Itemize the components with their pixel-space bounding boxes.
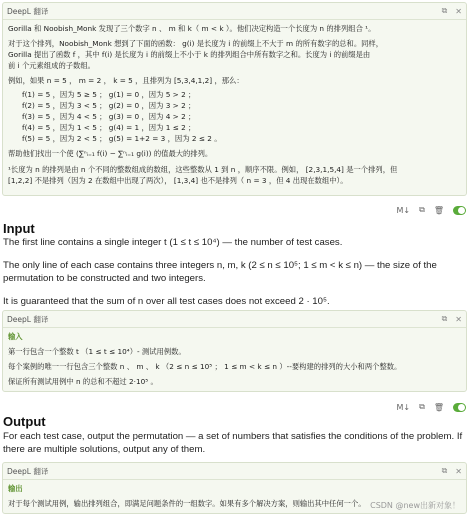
para-line: 前 i 个元素组成的子数组。 xyxy=(8,61,95,70)
deepl-brand: DeepL 翻译 xyxy=(7,466,49,476)
input-p2b: permutation to be constructed and two integers. xyxy=(3,273,206,284)
trash-icon[interactable]: 🗑 xyxy=(433,205,444,215)
output-heading: Output xyxy=(3,414,46,429)
output-p1a: For each test case, output the permutation — a set of numbers that satisfies the conditions of the problem. If xyxy=(3,431,463,442)
copy-icon[interactable]: ⧉ xyxy=(419,402,425,411)
list-item: f(3) = 5 ，因为 4 < 5 ； g(3) = 0 ，因为 4 > 2 ； xyxy=(22,112,196,121)
input-heading: Input xyxy=(3,221,35,236)
list-item: f(1) = 5 ，因为 5 ≥ 5 ； g(1) = 0 ，因为 5 > 2 ； xyxy=(22,90,196,99)
card-header xyxy=(3,3,466,20)
input-p3: It is guaranteed that the sum of n over all test cases does not exceed 2 · 10⁵. xyxy=(3,296,330,307)
list-item: f(2) = 5 ，因为 3 < 5 ； g(2) = 0 ，因为 3 > 2 ； xyxy=(22,101,196,110)
para-line: 每个案例的唯一一行包含三个整数 n 、 m 、 k （2 ≤ n ≤ 10⁵ ； 1 ≤ m < k ≤ n ）--要构建的排列的大小和两个整数。 xyxy=(8,362,402,371)
card-header xyxy=(3,311,466,328)
para-line: 第一行包含一个整数 t （1 ≤ t ≤ 10⁴）- 测试用例数。 xyxy=(8,347,186,356)
output-p1b: there are multiple solutions, output any of them. xyxy=(3,444,206,455)
translate-toggle[interactable] xyxy=(453,403,466,412)
card-toolbar xyxy=(397,205,466,215)
markdown-icon[interactable]: M↓ xyxy=(396,205,411,215)
para-line: 保证所有测试用例中 n 的总和不超过 2·10⁵ 。 xyxy=(8,377,158,386)
card-toolbar xyxy=(397,402,466,412)
translation-card-input xyxy=(2,310,467,392)
copy-icon[interactable]: ⧉ xyxy=(419,205,425,214)
para-line: Gorilla 提出了函数 f ，其中 f(i) 是长度为 i 的前缀上不小于 k 的排列组合中所有数字之和。长度为 i 的前缀是由 xyxy=(8,50,371,59)
footnote-line: [1,2,2] 不是排列（因为 2 在数组中出现了两次）， [1,3,4] 也不是排列（ n = 3 ，但 4 出现在数组中）。 xyxy=(8,176,348,185)
watermark: CSDN @new出新对象！ xyxy=(370,501,460,510)
list-item: f(5) = 5 ，因为 2 < 5 ； g(5) = 1+2 = 3 ，因为 2 ≤ 2 。 xyxy=(22,134,222,143)
section-title: 输入 xyxy=(8,332,23,341)
list-item: f(4) = 5 ，因为 1 < 5 ； g(4) = 1 ，因为 1 ≤ 2 ； xyxy=(22,123,196,132)
deepl-brand: DeepL 翻译 xyxy=(7,6,49,16)
para-line: 对于这个排列，Noobish_Monk 想到了下面的函数： g(i) 是长度为 i 的前缀上不大于 m 的所有数字的总和。同样， xyxy=(8,39,384,48)
copy-icon[interactable]: ⧉ xyxy=(441,314,448,323)
para-line: Gorilla 和 Noobish_Monk 发现了三个数字 n 、 m 和 k（ m < k ）。他们决定构造一个长度为 n 的排列组合 ¹。 xyxy=(8,24,376,33)
trash-icon[interactable]: 🗑 xyxy=(433,402,444,412)
copy-icon[interactable]: ⧉ xyxy=(441,466,448,475)
copy-icon[interactable]: ⧉ xyxy=(441,6,448,15)
close-icon[interactable]: ✕ xyxy=(455,466,462,476)
close-icon[interactable]: ✕ xyxy=(455,6,462,16)
translate-toggle[interactable] xyxy=(453,206,466,215)
input-p2a: The only line of each case contains three integers n, m, k (2 ≤ n ≤ 10⁵; 1 ≤ m < k ≤ n) — the size of the xyxy=(3,260,437,271)
footnote-line: ¹长度为 n 的排列是由 n 个不同的整数组成的数组，这些整数从 1 到 n ，顺序不限。例如， [2,3,1,5,4] 是一个排列，但 xyxy=(8,165,398,174)
close-icon[interactable]: ✕ xyxy=(455,314,462,324)
para-line: 对于每个测试用例，输出排列组合，即满足问题条件的一组数字。如果有多个解决方案，则输出其中任何一个。 xyxy=(8,499,366,508)
card-header xyxy=(3,463,466,480)
deepl-brand: DeepL 翻译 xyxy=(7,314,49,324)
translation-card-statement xyxy=(2,2,467,196)
para-line: 例如，如果 n = 5 ， m = 2 ， k = 5 ，且排列为 [5,3,4,1,2] ，那么： xyxy=(8,76,244,85)
markdown-icon[interactable]: M↓ xyxy=(396,402,411,412)
input-p1: The first line contains a single integer t (1 ≤ t ≤ 10⁴) — the number of test cases. xyxy=(3,237,343,248)
para-line: 帮助他们找出一个使 (∑ⁿᵢ₌₁ f(i) − ∑ⁿᵢ₌₁ g(i)) 的值最大的排列。 xyxy=(8,149,213,158)
section-title: 输出 xyxy=(8,484,23,493)
